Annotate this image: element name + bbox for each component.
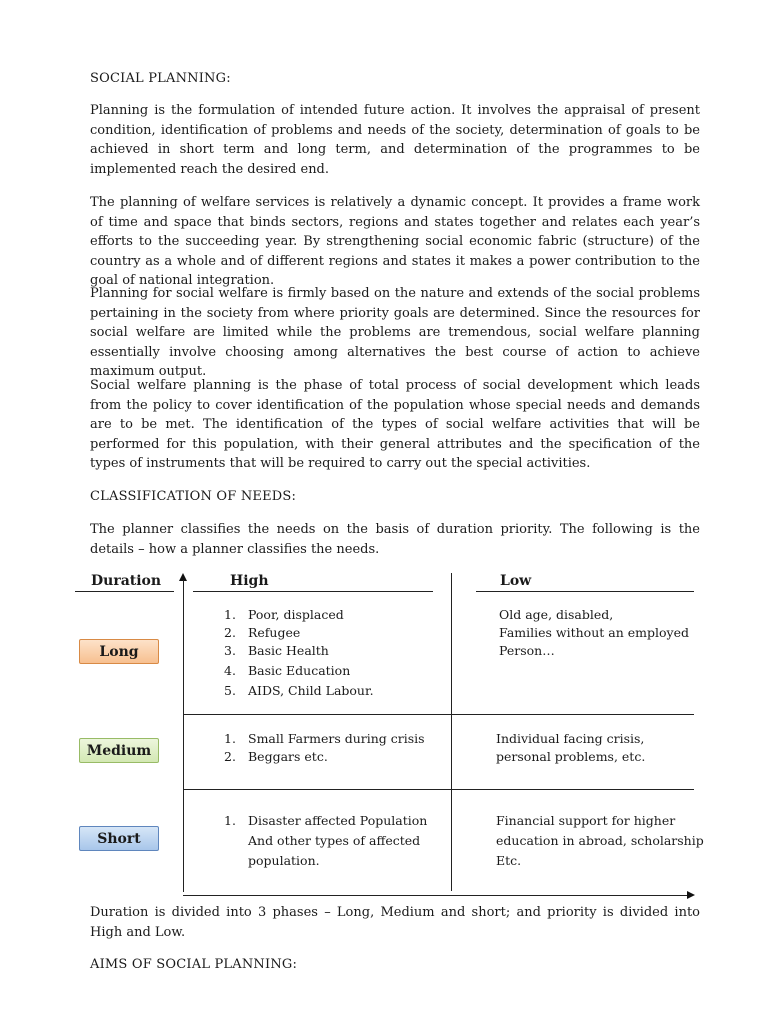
high-priority-header: High	[230, 573, 269, 589]
high-underline	[193, 591, 433, 592]
duration-long-label: Long	[79, 639, 159, 664]
list-item: 5. AIDS, Child Labour.	[224, 683, 374, 698]
duration-short-label: Short	[79, 826, 159, 851]
heading-social-planning: SOCIAL PLANNING:	[90, 71, 231, 86]
list-item: 2. Beggars etc.	[224, 749, 328, 764]
needs-classification-diagram	[0, 560, 768, 905]
list-item-continuation: population.	[248, 853, 320, 868]
paragraph-planning-phase: Social welfare planning is the phase of total process of social development which leads from the policy to cover identification of the population whose special needs and demands are to be met. The identification of the types of social welfare activities that will be performed for this population, with their general attributes and the specification of the types of instruments that will be required to carry out the special activities.	[90, 378, 700, 472]
heading-aims-of-social-planning: AIMS OF SOCIAL PLANNING:	[90, 957, 298, 972]
duration-header: Duration	[91, 573, 162, 589]
paragraph-planner-classifies: The planner classifies the needs on the basis of duration priority. The following is the details – how a planner classifies the needs.	[90, 522, 700, 557]
list-item: 1. Small Farmers during crisis	[224, 731, 425, 746]
list-item: 2. Refugee	[224, 625, 301, 640]
heading-classification-of-needs: CLASSIFICATION OF NEEDS:	[90, 489, 297, 504]
list-item: 3. Basic Health	[224, 643, 329, 658]
medium-high-list	[222, 730, 425, 766]
list-item-continuation: And other types of affected	[248, 833, 421, 848]
column-divider	[451, 573, 452, 891]
paragraph-welfare-services: The planning of welfare services is relatively a dynamic concept. It provides a frame work of time and space that binds sectors, regions and states together and relates each year’s efforts to the succeeding year. By strengthening social economic fabric (structure) of the country as a whole and of different regions and states it makes a power contribution to the goal of national integration.	[90, 195, 700, 289]
paragraph-duration-phases: Duration is divided into 3 phases – Long, Medium and short; and priority is divided into High and Low.	[90, 905, 700, 940]
vertical-axis	[183, 580, 184, 892]
list-item: 1. Poor, displaced	[224, 607, 344, 622]
paragraph-planning-definition: Planning is the formulation of intended future action. It involves the appraisal of present condition, identification of problems and needs of the society, determination of goals to be achieved in short term and long term, and determination of the programmes to be implemented reach the desired end.	[90, 103, 700, 177]
short-high-list	[222, 811, 427, 871]
paragraph-social-welfare-planning: Planning for social welfare is firmly based on the nature and extends of the social problems pertaining in the society from where priority goals are determined. Since the resources for social welfare are limited while the problems are tremendous, social welfare planning essentially involve choosing among alternatives the best course of action to achieve maximum output.	[90, 286, 700, 380]
list-item: 1. Disaster affected Population	[224, 813, 428, 828]
duration-axis-arrow-icon	[687, 891, 695, 899]
horizontal-axis	[183, 895, 689, 896]
row-divider-long-medium	[183, 714, 694, 715]
long-low-cell: Old age, disabled, Families without an employed Person…	[499, 607, 689, 658]
long-high-list	[222, 606, 374, 700]
low-underline	[476, 591, 694, 592]
duration-underline	[75, 591, 174, 592]
duration-medium-label: Medium	[79, 738, 159, 763]
short-low-cell: Financial support for higher education in abroad, scholarship Etc.	[496, 813, 704, 868]
low-priority-header: Low	[500, 573, 532, 589]
list-item: 4. Basic Education	[224, 663, 351, 678]
row-divider-medium-short	[183, 789, 694, 790]
medium-low-cell: Individual facing crisis, personal problems, etc.	[496, 731, 646, 764]
